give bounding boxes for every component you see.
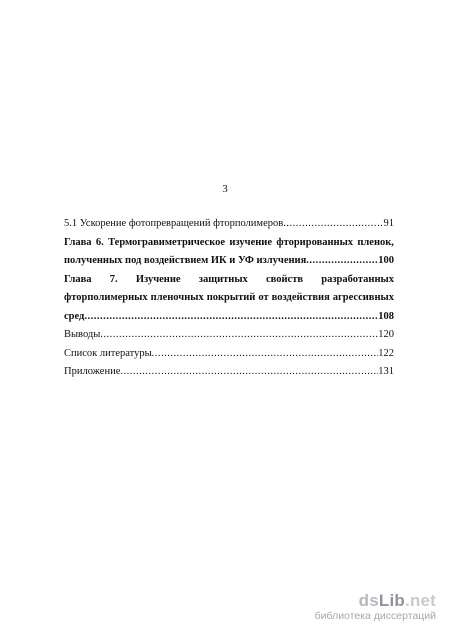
toc-entry-appendix [64,363,394,382]
toc-word: свойств [266,273,304,285]
toc-word: защитных [198,273,248,285]
toc-dot-leader [84,308,378,327]
toc-word: от [258,292,269,303]
toc-entry-title: полученных под воздействием ИК и УФ излучения [64,255,307,266]
toc-dot-leader [152,345,379,364]
toc-dot-leader [306,252,378,271]
toc-entry-title: Список литературы [64,347,152,359]
page-number: 3 [222,183,228,195]
logo-part-lib: Lib [378,591,405,610]
toc-entry-chapter-7-line-3 [64,308,394,327]
toc-entry-page: 122 [378,347,394,359]
toc-word: Глава [64,273,92,285]
toc-entry-title: Приложение [64,366,121,377]
toc-word: агрессивных [332,292,394,303]
toc-word: 6. [95,236,104,248]
toc-dot-leader [283,215,383,234]
toc-word: пленок, [357,236,394,248]
toc-dot-leader [120,363,378,382]
dslib-watermark [315,592,436,623]
toc-word: покрытий [206,292,256,303]
toc-word: фторированных [276,236,354,248]
toc-word: Глава [64,236,92,248]
toc-entry-chapter-7-line-1 [64,271,394,290]
toc-dot-leader [100,326,378,345]
toc-entry-references [64,345,394,364]
toc-entry-page: 100 [378,255,394,266]
toc-entry-title: Выводы [64,329,101,340]
toc-word: Изучение [135,273,181,285]
table-of-contents [64,215,394,382]
toc-entry-page: 91 [383,218,394,229]
toc-entry-conclusions [64,326,394,345]
toc-entry-5-1 [64,215,394,234]
toc-word: разработанных [321,273,394,285]
logo-part-net: .net [404,591,436,610]
toc-word: фторполимерных [64,292,148,303]
toc-word: пленочных [150,292,204,303]
toc-entry-title: сред [64,310,85,322]
toc-entry-page: 108 [378,310,394,322]
toc-word: 7. [109,273,118,285]
toc-word: Термогравиметрическое [108,236,226,248]
toc-entry-title: 5.1 Ускорение фотопревращений фторполимеров [64,218,284,229]
toc-entry-page: 120 [378,329,394,340]
toc-word: изучение [229,236,272,248]
toc-entry-chapter-7-line-2 [64,289,394,308]
dslib-subtitle: библиотека диссертаций [314,610,436,622]
toc-entry-chapter-6-line-1 [64,234,394,253]
toc-entry-page: 131 [378,366,394,377]
dslib-logo [315,592,436,610]
toc-entry-chapter-6-line-2 [64,252,394,271]
logo-part-ds: ds [358,591,379,610]
toc-word: воздействия [271,292,330,303]
